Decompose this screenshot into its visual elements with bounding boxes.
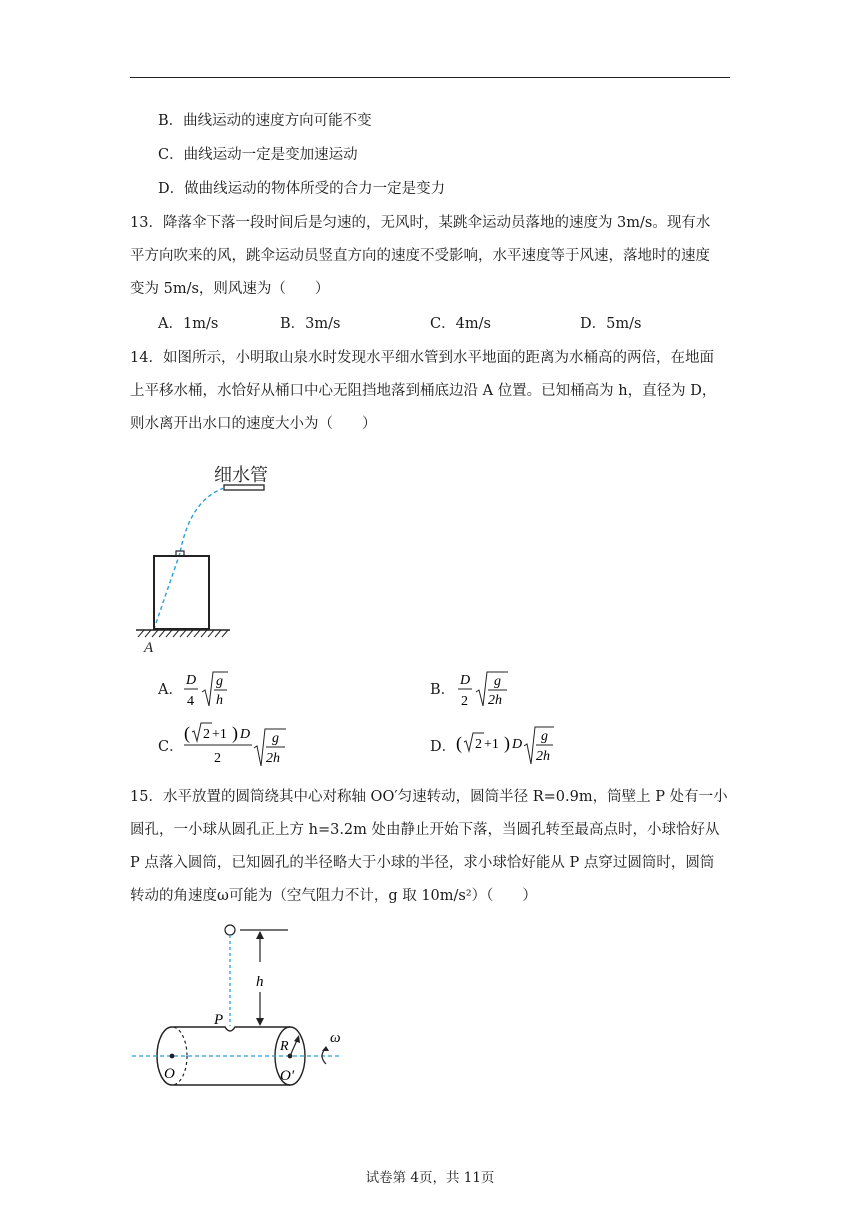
falling-ball [225, 925, 235, 935]
cylinder-top-edge [172, 1027, 290, 1031]
svg-text:): ) [232, 723, 238, 743]
svg-text:4: 4 [187, 694, 194, 709]
q12-option-b: B．曲线运动的速度方向可能不变 [158, 113, 372, 129]
q15-cylinder-figure [130, 920, 360, 1095]
q15-stem-line-2: 圆孔，一小球从圆孔正上方 h=3.2m 处由静止开始下落，当圆孔转至最高点时，小球恰好从 [130, 822, 720, 838]
svg-text:D: D [240, 727, 251, 742]
q14-option-a-letter: A． [158, 682, 183, 698]
svg-text:h: h [216, 693, 223, 708]
q14-stem-line-3: 则水离开出水口的速度大小为（ ） [130, 416, 377, 432]
h-label: h [256, 974, 264, 990]
q14-option-b-letter: B． [430, 682, 456, 698]
q15-stem-line-3: P 点落入圆筒，已知圆孔的半径略大于小球的半径，求小球恰好能从 P 点穿过圆筒时，圆筒 [130, 855, 715, 871]
pipe-label: 细水管 [214, 465, 268, 485]
q14-option-c-letter: C． [158, 739, 184, 755]
q12-option-c: C．曲线运动一定是变加速运动 [158, 147, 358, 163]
svg-text:g: g [494, 674, 501, 689]
q14-option-b-formula [456, 668, 526, 712]
svg-text:2h: 2h [266, 751, 280, 766]
p-label: P [214, 1012, 224, 1028]
svg-text:2h: 2h [488, 693, 502, 708]
q13-option-a: A．1m/s [158, 316, 219, 332]
q14-bucket-figure [130, 455, 280, 660]
svg-text:(: ( [456, 733, 462, 753]
q13-option-b: B．3m/s [280, 316, 341, 332]
q15-stem-line-1: 15．水平放置的圆筒绕其中心对称轴 OO′匀速转动，圆筒半径 R=0.9m，筒壁上 P 处有一小 [130, 789, 728, 805]
q14-option-d-letter: D． [430, 739, 457, 755]
q14-stem-line-2: 上平移水桶，水恰好从桶口中心无阻挡地落到桶底边沿 A 位置。已知桶高为 h，直径为 D， [130, 383, 717, 399]
bucket [154, 556, 209, 629]
svg-text:D: D [186, 673, 197, 688]
svg-text:2h: 2h [536, 749, 550, 764]
svg-text:g: g [541, 729, 548, 744]
q14-option-a-formula [182, 668, 242, 712]
ground-hatching [138, 630, 228, 637]
svg-text:2: 2 [214, 751, 221, 766]
o-label: O [164, 1066, 175, 1082]
q15-stem-line-4: 转动的角速度ω可能为（空气阻力不计，g 取 10m/s²）（ ） [130, 888, 537, 904]
point-a-label: A [144, 640, 154, 656]
svg-text:D: D [512, 737, 523, 752]
svg-text:g: g [216, 674, 223, 689]
q12-option-d: D．做曲线运动的物体所受的合力一定是变力 [158, 181, 446, 197]
svg-text:): ) [504, 733, 510, 753]
water-pipe [224, 485, 264, 490]
q13-option-d: D．5m/s [580, 316, 642, 332]
svg-text:+1: +1 [212, 727, 227, 742]
q14-stem-line-1: 14．如图所示，小明取山泉水时发现水平细水管到水平地面的距离为水桶高的两倍，在地面 [130, 350, 714, 366]
q13-option-c: C．4m/s [430, 316, 491, 332]
svg-text:2: 2 [203, 727, 210, 742]
q13-stem-line-3: 变为 5m/s，则风速为（ ） [130, 281, 330, 297]
page-footer: 试卷第 4页，共 11页 [365, 1170, 495, 1186]
q14-option-c-formula [182, 720, 292, 772]
q13-stem-line-1: 13．降落伞下落一段时间后是匀速的，无风时，某跳伞运动员落地的速度为 3m/s。现有水 [130, 215, 711, 231]
q14-option-d-formula [454, 722, 564, 770]
svg-text:+1: +1 [484, 737, 499, 752]
r-label: R [280, 1039, 289, 1054]
svg-text:D: D [460, 673, 471, 688]
svg-text:2: 2 [461, 694, 468, 709]
svg-text:2: 2 [475, 737, 482, 752]
q13-stem-line-2: 平方向吹来的风，跳伞运动员竖直方向的速度不受影响，水平速度等于风速，落地时的速度 [130, 248, 710, 264]
header-rule [130, 77, 730, 78]
omega-label: ω [330, 1030, 341, 1046]
o-prime-label: O′ [280, 1068, 295, 1084]
water-arc-lower [154, 553, 180, 629]
svg-text:(: ( [184, 723, 190, 743]
svg-text:g: g [272, 731, 279, 746]
water-arc-upper [180, 488, 224, 553]
